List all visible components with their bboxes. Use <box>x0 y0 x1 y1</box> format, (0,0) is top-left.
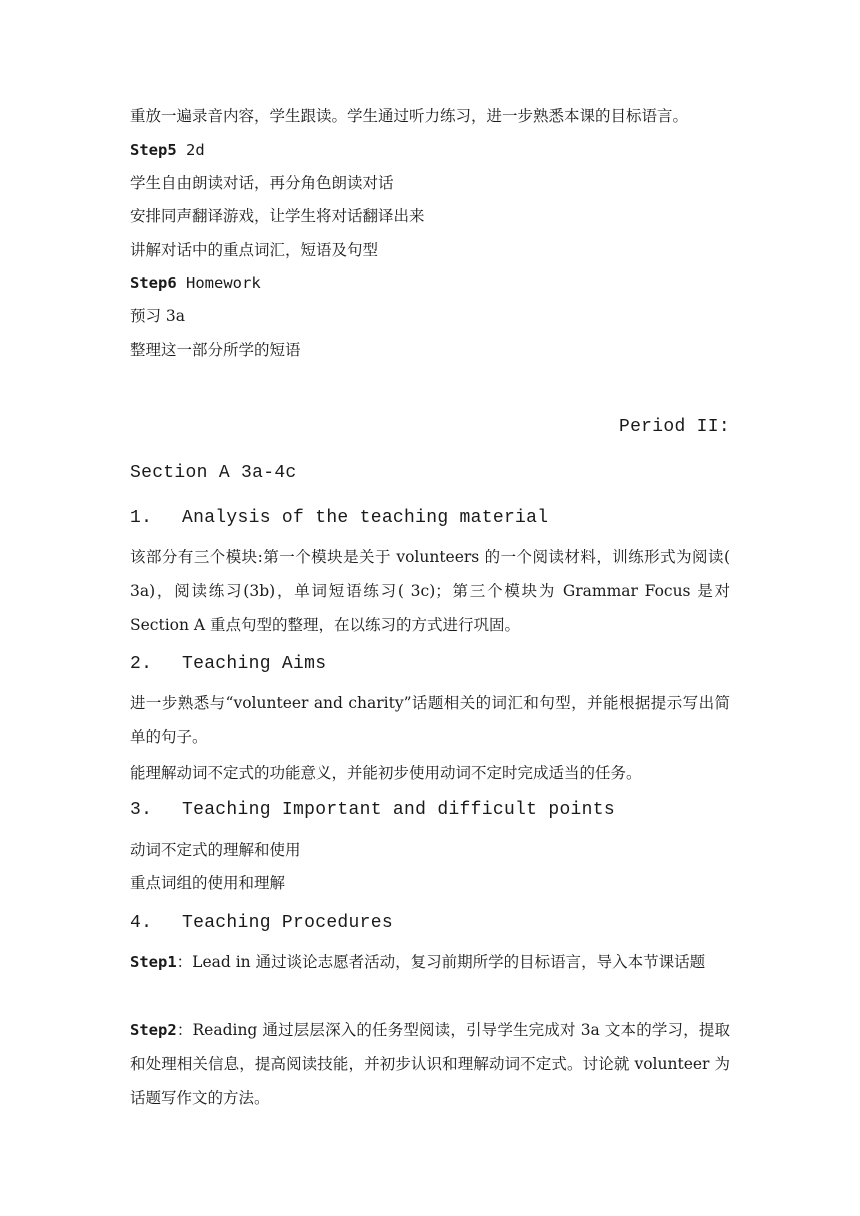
step5-line <box>130 140 205 160</box>
period-title: Period II: <box>618 417 730 437</box>
heading-text: Teaching Procedures <box>182 913 393 933</box>
step6-item: 预习 3a <box>130 307 186 325</box>
heading-analysis <box>130 507 548 529</box>
heading-text: Teaching Important and difficult points <box>182 800 615 820</box>
step2-text: ：Reading 通过层层深入的任务型阅读，引导学生完成对 3a 文本的学习，提取和处理相关信息，提高阅读技能，并初步认识和理解动词不定式。讨论就 volunteer 为话题写作文的方法。 <box>130 1021 730 1107</box>
step2-paragraph <box>130 1013 730 1115</box>
analysis-paragraph: 该部分有三个模块:第一个模块是关于 volunteers 的一个阅读材料，训练形式为阅读( 3a)，阅读练习(3b)，单词短语练习( 3c)；第三个模块为 Grammar Focus 是对 Section A 重点句型的整理，在以练习的方式进行巩固。 <box>130 548 730 634</box>
section-title: Section A 3a-4c <box>130 463 297 483</box>
step6-label: Step6 <box>130 274 177 292</box>
listening-repeat-line: 重放一遍录音内容，学生跟读。学生通过听力练习，进一步熟悉本课的目标语言。 <box>130 107 689 125</box>
step5-item: 讲解对话中的重点词汇，短语及句型 <box>130 241 379 259</box>
heading-text: Analysis of the teaching material <box>182 508 549 528</box>
step5-item: 学生自由朗读对话，再分角色朗读对话 <box>130 174 394 192</box>
heading-text: Teaching Aims <box>182 654 327 674</box>
step5-label: Step5 <box>130 141 177 159</box>
aims-paragraph: 进一步熟悉与“volunteer and charity”话题相关的词汇和句型，并能根据提示写出简单的句子。 <box>130 694 730 746</box>
heading-number: 1. <box>130 508 153 528</box>
step5-item: 安排同声翻译游戏，让学生将对话翻译出来 <box>130 207 425 225</box>
step2-label: Step2 <box>130 1021 177 1039</box>
heading-procedures <box>130 912 393 934</box>
points-item: 重点词组的使用和理解 <box>130 874 286 892</box>
heading-number: 3. <box>130 800 153 820</box>
heading-aims <box>130 653 326 675</box>
heading-number: 4. <box>130 913 153 933</box>
heading-points <box>130 799 615 821</box>
heading-number: 2. <box>130 654 153 674</box>
step1-paragraph <box>130 945 730 979</box>
step1-text: ：Lead in 通过谈论志愿者活动，复习前期所学的目标语言，导入本节课话题 <box>176 953 706 971</box>
aims-line: 能理解动词不定式的功能意义，并能初步使用动词不定时完成适当的任务。 <box>130 764 642 782</box>
points-item: 动词不定式的理解和使用 <box>130 841 301 859</box>
step6-text: Homework <box>176 274 261 292</box>
step6-item: 整理这一部分所学的短语 <box>130 341 301 359</box>
step5-text: 2d <box>176 141 205 159</box>
step6-line <box>130 273 261 293</box>
step1-label: Step1 <box>130 953 177 971</box>
